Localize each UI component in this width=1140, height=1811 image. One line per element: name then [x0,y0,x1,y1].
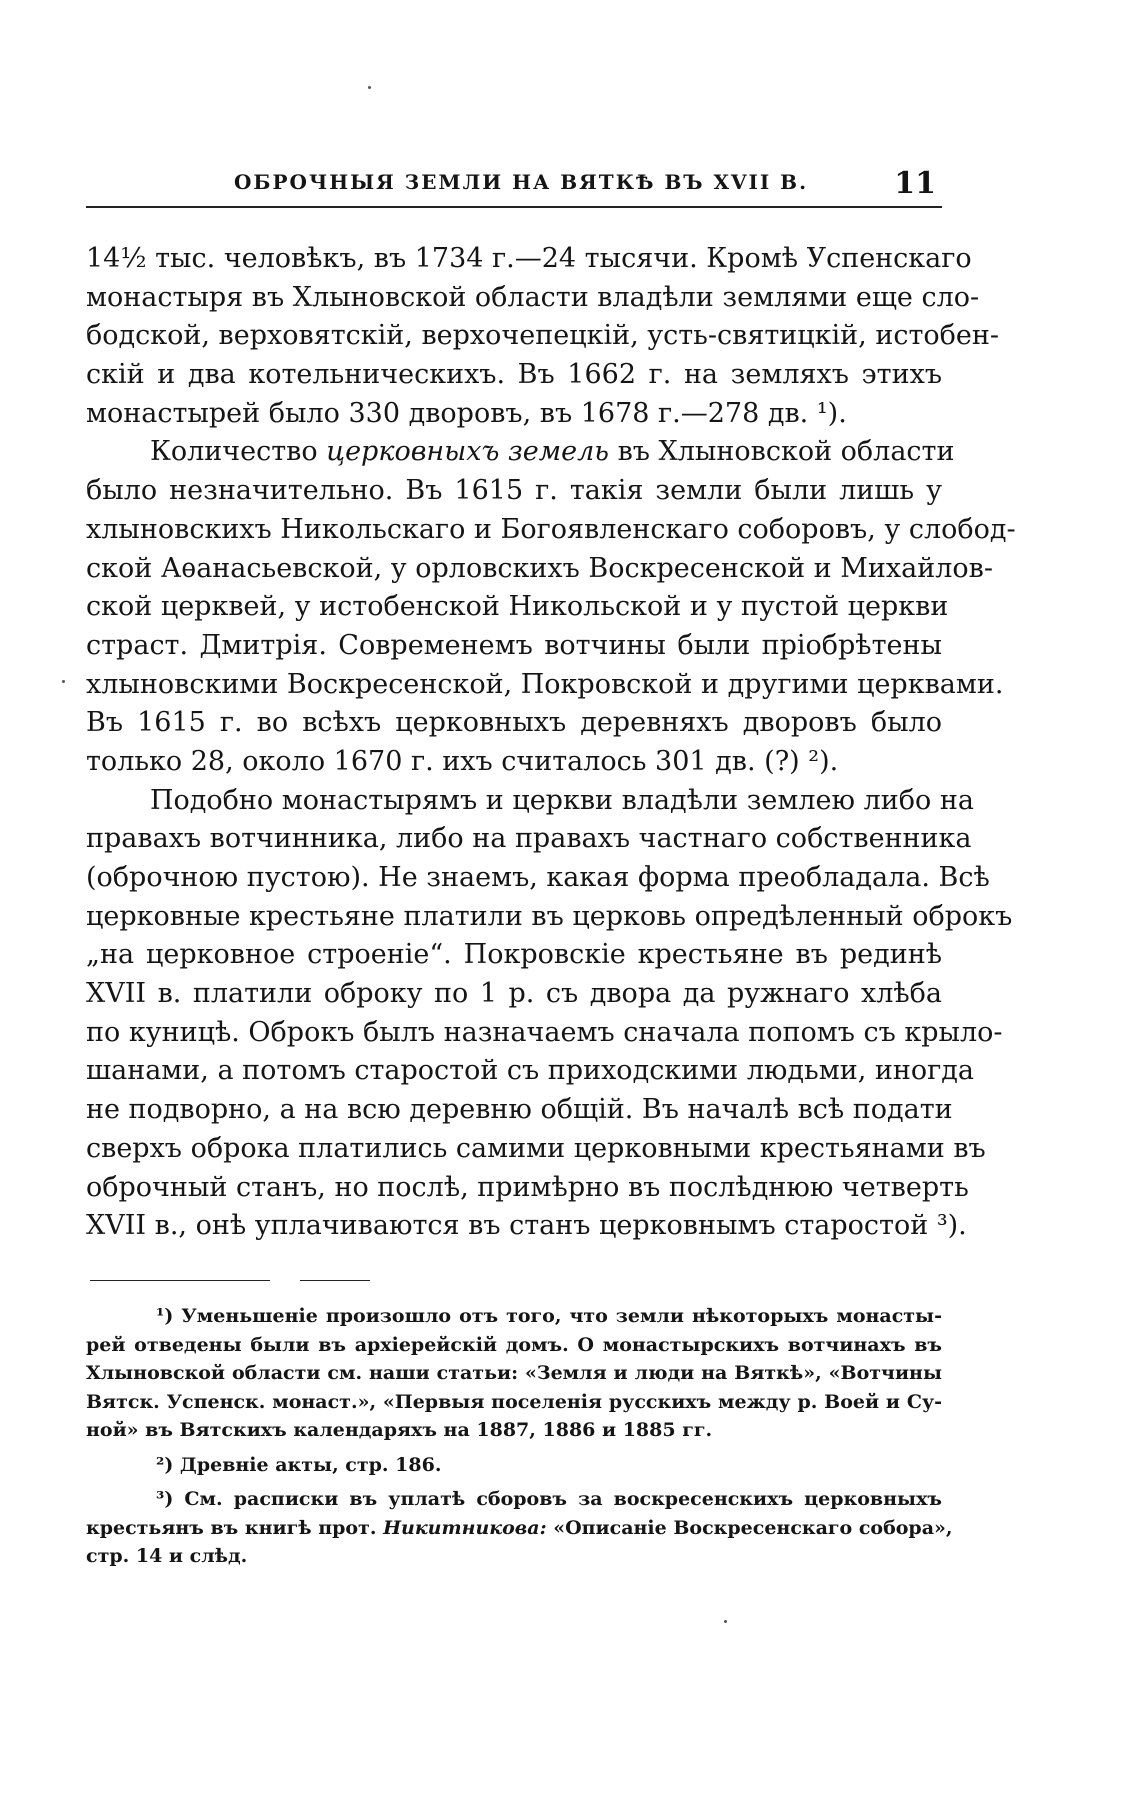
footnote-line: ³) См. расписки въ уплатѣ сборовъ за воскресенскихъ церковныхъ [156,1488,942,1510]
text-line: (оброчною пустою). Не знаемъ, какая форма преобладала. Всѣ [86,862,990,893]
page-number: 11 [894,166,936,201]
text-line: монастырей было 330 дворовъ, въ 1678 г.—278 дв. ¹). [86,397,847,429]
paragraph-1 [86,240,999,433]
paragraph-2 [86,433,1016,781]
text-line: „на церковное строеніе“. Покровскіе крестьяне въ рединѣ [86,939,942,971]
text-line: только 28, около 1670 г. ихъ считалось 301 дв. (?) ²). [86,745,839,777]
text-line: Подобно монастырямъ и церкви владѣли землею либо на [150,784,974,816]
text-line: церковные крестьяне платили въ церковь опредѣленный оброкъ [86,900,1013,932]
text-line: XVII в. платили оброку по 1 р. съ двора да ружнаго хлѣба [86,978,942,1010]
footnote-rule-short [300,1280,370,1281]
text-line: ской церквей, у истобенской Никольской и у пустой церкви [86,591,949,623]
scan-speck [724,1620,727,1623]
text-line: ской Аѳанасьевской, у орловскихъ Воскресенской и Михайлов- [86,552,993,584]
text-line: шанами, а потомъ старостой съ приходскими людьми, иногда [86,1055,975,1087]
running-title: ОБРОЧНЫЯ ЗЕМЛИ НА ВЯТКѢ ВЪ XVII В. [234,170,809,194]
footnote-line-with-italic [86,1514,953,1543]
header-rule [86,206,942,208]
text-line: было незначительно. Въ 1615 г. такія земли были лишь у [86,475,942,507]
scan-speck [62,680,65,683]
text-line: не подворно, а на всю деревню общій. Въ началѣ всѣ подати [86,1094,953,1126]
text-line: страст. Дмитрія. Современемъ вотчины были пріобрѣтены [86,629,942,661]
footnote-line: ¹) Уменьшеніе произошло отъ того, что земли нѣкоторыхъ монасты- [156,1305,942,1327]
footnote-line: ной» въ Вятскихъ календаряхъ на 1887, 1886 и 1885 гг. [86,1419,713,1441]
paragraph-3 [86,782,1013,1246]
text-line: сверхъ оброка платились самими церковными крестьянами въ [86,1132,986,1164]
text-line: XVII в., онѣ уплачиваются въ станъ церковнымъ старостой ³). [86,1210,967,1242]
footnote-2 [86,1451,942,1480]
text-line: скій и два котельническихъ. Въ 1662 г. на земляхъ этихъ [86,359,942,391]
footnote-1 [86,1302,942,1445]
footnote-line: Хлыновской области см. наши статьи: «Земля и люди на Вяткѣ», «Вотчины [86,1362,942,1384]
main-text [86,240,1016,1246]
text-line: Въ 1615 г. во всѣхъ церковныхъ деревняхъ дворовъ было [86,707,942,739]
text-run: «Описаніе Воскресенскаго собора», [546,1516,953,1539]
text-line-with-italic [86,433,955,472]
italic-author: Никитникова: [383,1516,547,1539]
footnote-line: стр. 14 и слѣд. [86,1545,248,1567]
text-line: бодской, верховятскій, верхочепецкій, усть-святицкій, истобен- [86,320,999,352]
footnote-line: рей отведены были въ архіерейскій домъ. О монастырскихъ вотчинахъ въ [86,1333,942,1356]
text-run: въ Хлыновской области [608,436,955,468]
footnote-line: ²) Древніе акты, стр. 186. [156,1453,442,1476]
text-line: 14½ тыс. человѣкъ, въ 1734 г.—24 тысячи. Кромѣ Успенскаго [86,243,972,274]
italic-phrase: церковныхъ земель [326,436,609,468]
text-line: монастыря въ Хлыновской области владѣли землями еще сло- [86,281,980,313]
footnote-3 [86,1485,953,1571]
text-line: хлыновскими Воскресенской, Покровской и другими церквами. [86,668,1004,700]
page-header [86,166,942,206]
footnote-line: Вятск. Успенск. монаст.», «Первыя поселенія русскихъ между р. Воей и Су- [86,1390,942,1413]
footnotes [86,1302,953,1571]
footnote-rule [90,1280,270,1281]
text-line: правахъ вотчинника, либо на правахъ частнаго собственника [86,823,972,855]
text-line: оброчный станъ, но послѣ, примѣрно въ послѣднюю четверть [86,1171,969,1203]
text-run: крестьянъ въ книгѣ прот. [86,1516,384,1539]
scan-speck [368,86,371,89]
text-line: по куницѣ. Оброкъ былъ назначаемъ сначала попомъ съ крыло- [86,1016,1003,1048]
text-run: Количество [150,436,327,468]
text-line: хлыновскихъ Никольскаго и Богоявленскаго соборовъ, у слобод- [86,513,1016,545]
